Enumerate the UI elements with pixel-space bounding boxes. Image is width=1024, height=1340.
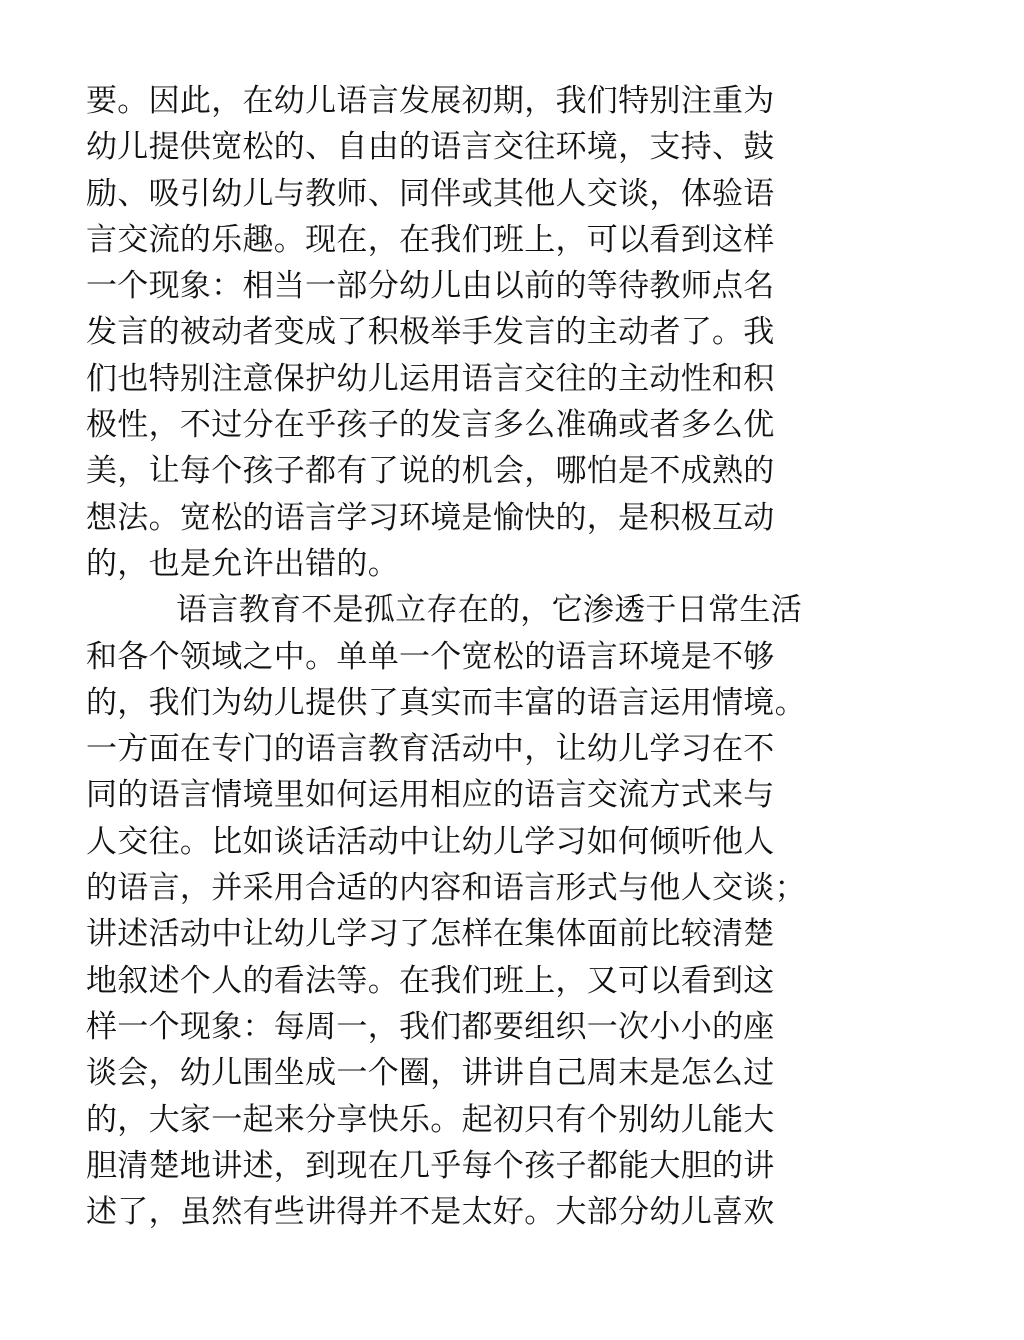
text-line: 们也特别注意保护幼儿运用语言交往的主动性和积 — [86, 360, 775, 397]
paragraph-first-line: 语言教育不是孤立存在的，它渗透于日常生活 — [176, 592, 802, 629]
text-line: 的语言，并采用合适的内容和语言形式与他人交谈； — [86, 870, 806, 907]
text-line: 样一个现象：每周一，我们都要组织一次小小的座 — [86, 1008, 775, 1045]
text-line: 的，我们为幼儿提供了真实而丰富的语言运用情境。 — [86, 684, 806, 721]
text-line: 励、吸引幼儿与教师、同伴或其他人交谈，体验语 — [86, 175, 775, 212]
text-line: 地叙述个人的看法等。在我们班上，又可以看到这 — [86, 962, 775, 999]
body-text — [86, 78, 806, 1235]
text-line: 胆清楚地讲述，到现在几乎每个孩子都能大胆的讲 — [86, 1147, 775, 1184]
text-line: 述了，虽然有些讲得并不是太好。大部分幼儿喜欢 — [86, 1194, 775, 1231]
text-line: 同的语言情境里如何运用相应的语言交流方式来与 — [86, 777, 775, 814]
text-line: 极性，不过分在乎孩子的发言多么准确或者多么优 — [86, 407, 775, 444]
text-line: 的，大家一起来分享快乐。起初只有个别幼儿能大 — [86, 1101, 775, 1138]
text-line: 发言的被动者变成了积极举手发言的主动者了。我 — [86, 314, 775, 351]
text-line: 谈会，幼儿围坐成一个圈，讲讲自己周末是怎么过 — [86, 1055, 775, 1092]
text-line: 幼儿提供宽松的、自由的语言交往环境，支持、鼓 — [86, 129, 775, 166]
text-line: 一个现象：相当一部分幼儿由以前的等待教师点名 — [86, 268, 775, 305]
text-line: 的，也是允许出错的。 — [86, 545, 399, 582]
text-line: 和各个领域之中。单单一个宽松的语言环境是不够 — [86, 638, 775, 675]
text-line: 人交往。比如谈话活动中让幼儿学习如何倾听他人 — [86, 823, 775, 860]
text-line: 要。因此，在幼儿语言发展初期，我们特别注重为 — [86, 83, 775, 119]
text-line: 言交流的乐趣。现在，在我们班上，可以看到这样 — [86, 221, 775, 258]
text-line: 美，让每个孩子都有了说的机会，哪怕是不成熟的 — [86, 453, 775, 490]
text-line: 一方面在专门的语言教育活动中，让幼儿学习在不 — [86, 731, 775, 768]
text-line: 讲述活动中让幼儿学习了怎样在集体面前比较清楚 — [86, 916, 775, 953]
text-line: 想法。宽松的语言学习环境是愉快的，是积极互动 — [86, 499, 775, 536]
